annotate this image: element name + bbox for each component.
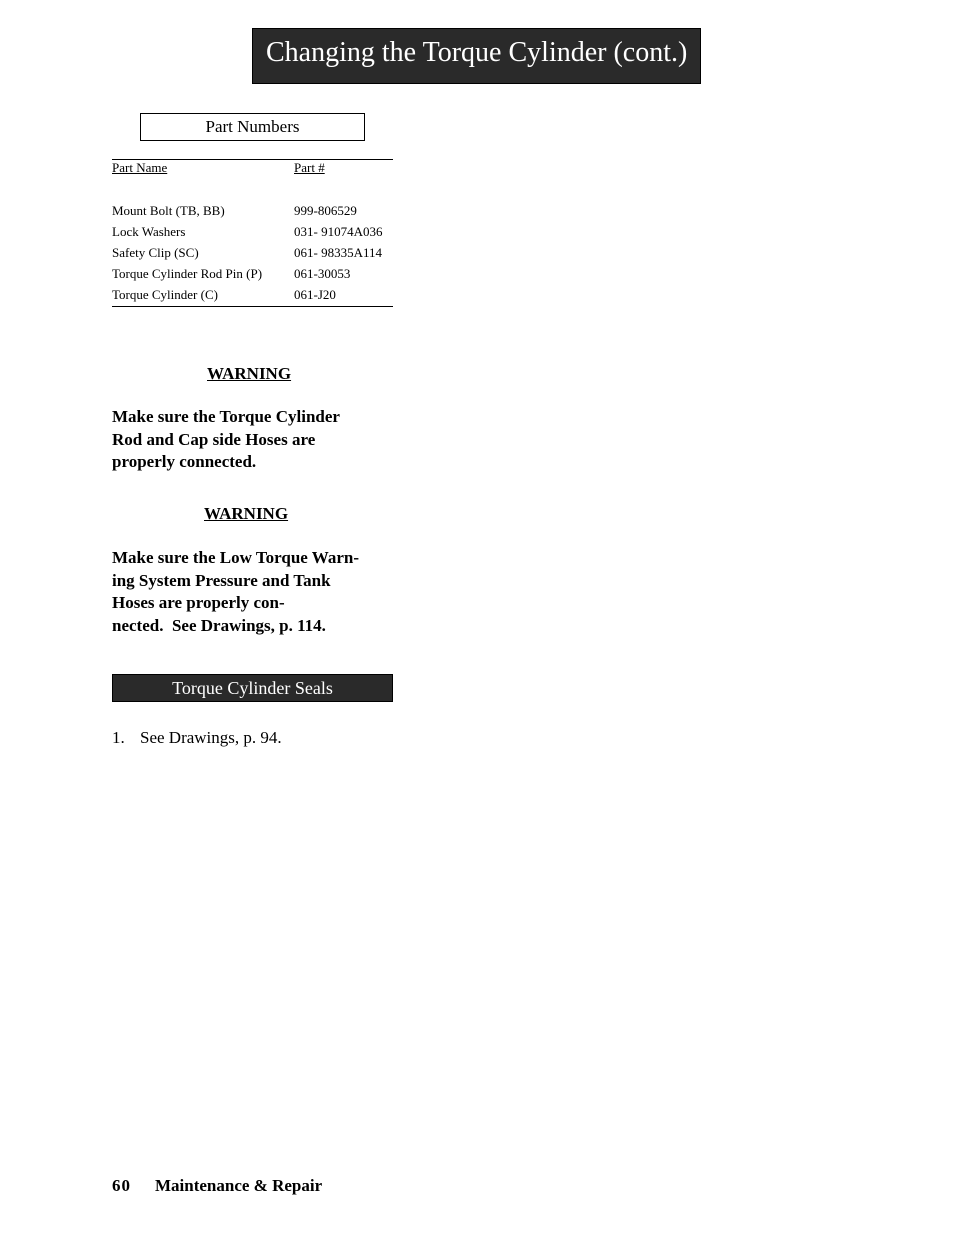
- part-name: Safety Clip (SC): [112, 245, 199, 260]
- part-number: 999-806529: [294, 203, 357, 218]
- column-header-part-number: Part #: [294, 160, 325, 175]
- part-name: Mount Bolt (TB, BB): [112, 203, 225, 218]
- warning-heading-1: WARNING: [207, 364, 292, 383]
- column-header-part-name: Part Name: [112, 160, 168, 175]
- list-item: [112, 727, 282, 749]
- step-number: 1.: [112, 728, 125, 747]
- parts-table: [112, 200, 393, 305]
- warning-line: Hoses are properly con-: [112, 593, 285, 612]
- table-row: [112, 221, 393, 242]
- part-number: 061-30053: [294, 266, 351, 281]
- section-heading-torque-cylinder-seals: Torque Cylinder Seals: [112, 674, 393, 702]
- part-name: Torque Cylinder (C): [112, 287, 218, 302]
- warning-line: nected. See Drawings, p. 114.: [112, 615, 326, 635]
- warning-line: Make sure the Torque Cylinder: [112, 407, 340, 426]
- page-footer: [112, 1176, 322, 1196]
- part-number: 061- 98335A114: [294, 245, 382, 260]
- part-number: 061-J20: [294, 287, 336, 302]
- page-title: Changing the Torque Cylinder (cont.): [252, 28, 701, 84]
- warning-heading-2: WARNING: [204, 504, 289, 523]
- part-numbers-label: Part Numbers: [140, 113, 365, 141]
- step-text: See Drawings, p. 94.: [140, 728, 282, 747]
- table-row: [112, 242, 393, 263]
- warning-text-2: [112, 547, 382, 637]
- warning-line: Rod and Cap side Hoses are: [112, 429, 316, 449]
- part-name: Torque Cylinder Rod Pin (P): [112, 266, 263, 281]
- warning-text-1: [112, 406, 382, 474]
- table-row: [112, 263, 393, 284]
- part-name: Lock Washers: [112, 224, 186, 239]
- page-number: 60: [112, 1176, 131, 1195]
- warning-line: properly connected.: [112, 452, 257, 471]
- part-number: 031- 91074A036: [294, 224, 383, 239]
- table-bottom-rule: [112, 306, 393, 307]
- warning-line: ing System Pressure and Tank: [112, 570, 331, 590]
- table-row: [112, 200, 393, 221]
- warning-line: Make sure the Low Torque Warn-: [112, 548, 360, 567]
- footer-section: Maintenance & Repair: [155, 1176, 323, 1195]
- table-row: [112, 284, 393, 305]
